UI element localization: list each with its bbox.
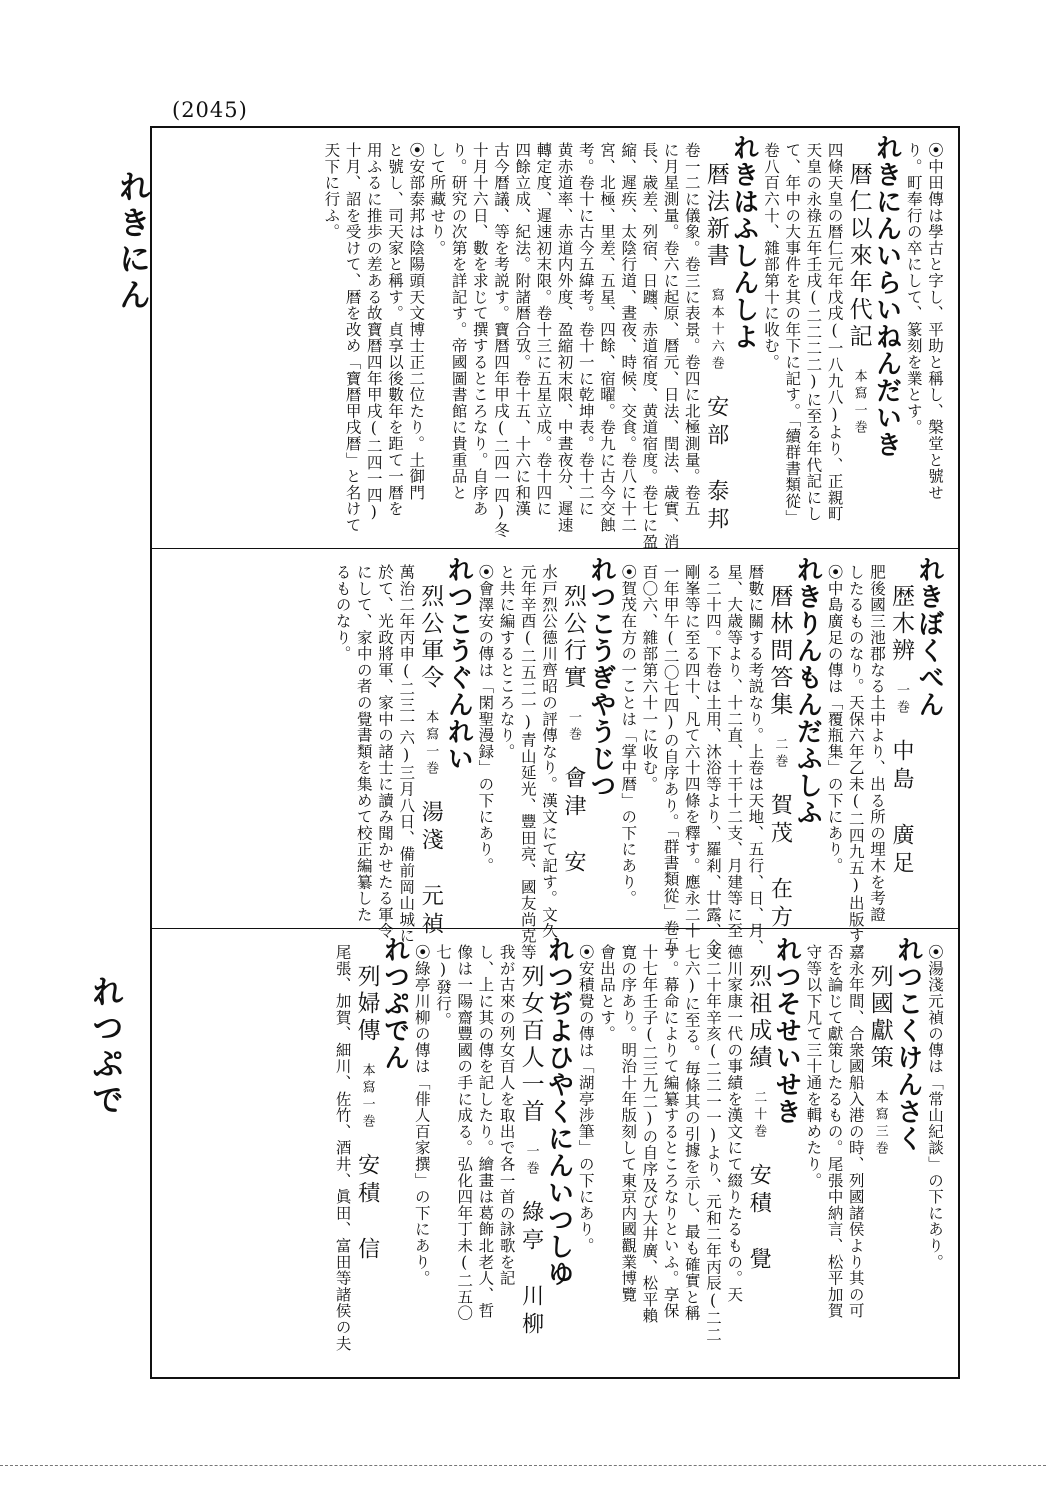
entry-reading: れきりんもんだふしふ: [792, 556, 823, 826]
entry-title-text: 烈公行實: [560, 584, 586, 692]
entry-title-text: 暦林問答集: [766, 584, 793, 719]
entry-volume-info: 本寫一巻: [359, 1063, 375, 1131]
entry-text-column: 天下に行ふ。: [322, 142, 341, 240]
entry-text-column: す。幕命によりて編纂するところなりといふ。享保: [661, 944, 680, 1319]
entry-title-text: 烈祖成績: [745, 964, 772, 1072]
entry-text-column: 寛の序あり。明治十年版刻して東京内國觀業博覽: [619, 944, 638, 1303]
entry-text-column: 卷一二に儀象。卷三に表景。卷四に北極測量。卷五: [682, 142, 701, 517]
section-middle: [152, 550, 958, 961]
entry-author: 賀茂 在方: [767, 793, 793, 933]
entry-text-column: 十月十六日、數を求じて撰するところなり。自序あ: [470, 142, 489, 517]
entry-text-column: 百〇六、雜部第六十一に收む。: [640, 564, 659, 793]
section-upper: [152, 128, 958, 548]
entry-text-column: 一年甲午(二〇七四)の自序あり。「群書類從」卷五: [661, 564, 680, 953]
entry-text-column: 考。卷十に古今五緯考。卷十一に乾坤表。卷十二に: [576, 142, 595, 517]
entry-text-column: して所藏せり。: [428, 142, 447, 257]
entry-text-column: 七六)に至る。毎條其の引據を示し、最も確實と稱: [682, 944, 701, 1322]
entry-volume-info: 本寫一巻: [851, 369, 867, 437]
entry-text-column: 肥後國三池郡なる土中より、出る所の埋木を考證: [867, 564, 886, 923]
entry-title: [863, 964, 891, 1158]
entry-text-column: 古今暦議、等を考説す。寶暦四年甲戌(二四一四)冬: [491, 142, 510, 539]
entry-reading: れきにんいらいねんだいき: [871, 134, 902, 458]
entry-reading: れつぷでん: [379, 936, 410, 1071]
entry-text-column: 水戸烈公德川齊昭の評傳なり。漢文にて記す。文久: [539, 564, 558, 939]
entry-text-column: と號し、司天家と稱す。貞享以後數年を距て一暦を: [385, 142, 404, 517]
entry-text-column: 嘉永年間、合衆國船入港の時、列國諸侯より其の可: [846, 944, 865, 1319]
entry-title-text: 列國獻策: [866, 964, 893, 1072]
entry-text-column: 用ふるに推歩の差ある故寶暦四年甲戌(二四一四): [364, 142, 383, 522]
entry-title-text: 暦仁以來年代記: [845, 162, 872, 351]
entry-text-column: り。研究の次第を詳記す。帝國圖書館に貴重品と: [449, 142, 468, 501]
entry-title-text: 烈公軍令: [417, 584, 444, 692]
dictionary-page-frame: [150, 126, 960, 1379]
entry-text-column: 否を論じて獻策したるもの。尾張中納言、松平加賀: [825, 944, 844, 1319]
entry-text-column: 宮、北極、里差、五星、四餘、宿曜。卷九に古今交蝕: [597, 142, 616, 534]
entry-title: [699, 162, 727, 535]
entry-author: 安部 泰邦: [703, 395, 729, 535]
entry-text-column: り。町奉行の卒にして、篆刻を業とす。: [904, 142, 923, 436]
entry-title: [741, 964, 772, 1275]
entry-text-column: 四條天皇の暦仁元年戊戌(一八九八)より、正親町: [825, 142, 844, 522]
entry-text-column: るものなり。: [333, 564, 352, 662]
entry-author: 會津 安: [561, 766, 586, 878]
entry-text-column: ⦿湯淺元禎の傳は「常山紀談」の下にあり。: [925, 944, 944, 1270]
entry-reading: れつこうぎやうじつ: [586, 556, 616, 799]
entry-title-text: 列女百人一首: [517, 964, 544, 1126]
entry-text-column: ⦿安部泰邦は陰陽頭天文博士正二位たり。土御門: [407, 142, 426, 501]
entry-text-column: に月星測量。卷六に起原、暦元、日法、閏法、歳實、消: [661, 142, 680, 550]
entry-title: [556, 584, 584, 878]
entry-text-column: 天皇の永祿五年壬戌(二二二二)に至る年代記にし: [804, 142, 823, 522]
index-heading-retsupude: れつぷで: [87, 975, 125, 1119]
section-lower: [152, 930, 958, 1377]
index-heading-rekinin: れきにん: [114, 170, 152, 314]
entry-author: 安積 覺: [746, 1163, 772, 1275]
entry-reading: れつぢよひやくにんいつしゆ: [543, 936, 574, 1287]
entry-reading: れつこうぐんれい: [443, 556, 474, 772]
entry-text-column: 文二十年辛亥(二二一一)より、元和二年丙辰(二二: [703, 944, 722, 1343]
entry-text-column: 會出品とす。: [597, 944, 616, 1042]
entry-text-column: 四餘立成、紀法。附諸暦合攷。卷十五、十六に和漢: [513, 142, 532, 517]
entry-title: [350, 964, 378, 1265]
entry-reading: れきぼくべん: [914, 556, 944, 718]
entry-volume-info: 一巻: [523, 1144, 539, 1178]
page-number: (2045): [172, 98, 248, 122]
entry-volume-info: 一巻: [566, 710, 581, 744]
entry-text-column: 卷八百六十、雜部第十に收む。: [761, 142, 780, 371]
entry-title: [842, 162, 870, 437]
entry-text-column: ⦿賀茂在方の一ことは「掌中暦」の下にあり。: [619, 564, 638, 907]
entry-text-column: 守等以下凡て三十通を輯めたり。: [804, 944, 823, 1189]
entry-text-column: 剛峯等に至る四十、凡て六十四條を釋す。應永二十: [682, 564, 701, 939]
entry-title-text: 歴木辨: [888, 584, 914, 665]
entry-text-column: 七)發行。: [433, 944, 452, 1028]
entry-volume-info: 二巻: [772, 737, 788, 771]
section-divider: [152, 548, 958, 549]
entry-title-text: 列婦傳: [353, 964, 380, 1045]
footer-rule: [0, 1465, 1046, 1466]
entry-text-column: ⦿中島廣足の傳は「覆瓶集」の下にあり。: [825, 564, 844, 874]
entry-title-text: 暦法新書: [702, 162, 729, 270]
entry-title: [762, 584, 793, 933]
entry-text-column: 元年辛酉(二五二一)青山延光、豐田亮、國友尚克等: [518, 564, 537, 961]
entry-text-column: 尾張、加賀、細川、佐竹、酒井、眞田、富田等諸侯の夫: [333, 944, 352, 1352]
entry-text-column: ⦿綠亭川柳の傳は「俳人百家撰」の下にあり。: [412, 944, 431, 1287]
entry-author: 湯淺 元禎: [418, 800, 444, 940]
entry-text-column: て、年中の大事件を其の年下に記す。「續群書類從」: [783, 142, 802, 526]
entry-text-column: 星、大歳等より、十二直、十干十二支、月建等に至: [725, 564, 744, 939]
entry-text-column: と共に編するところなり。: [497, 564, 516, 760]
entry-reading: れつそせいせき: [771, 936, 802, 1125]
entry-text-column: ⦿中田傳は學古と字し、平助と稱し、槃堂と號せ: [925, 142, 944, 501]
entry-text-column: る二十四。下卷は土用、沐浴等より、羅剎、廿露、金: [703, 564, 722, 956]
entry-text-column: 縮、遲疾、太陰行道、晝夜、時候、交食。卷八に十二: [619, 142, 638, 534]
entry-text-column: 像は一陽齋豐國の手に成る。弘化四年丁未(二五〇: [455, 944, 474, 1322]
entry-volume-info: 本寫一巻: [423, 710, 439, 778]
entry-title: [413, 584, 444, 940]
entry-volume-info: 寫本十六巻: [708, 288, 724, 373]
entry-text-column: し、上に其の傳を記したり。繪畫は葛飾北老人、哲: [476, 944, 495, 1319]
entry-text-column: 暦數に關する考説なり。上卷は天地、五行、日、月、: [746, 564, 765, 956]
entry-text-column: 德川家康一代の事績を漢文にて綴りたるもの。天: [725, 944, 744, 1303]
entry-volume-info: 一巻: [894, 683, 909, 717]
entry-text-column: ⦿安積覺の傳は「湖亭涉筆」の下にあり。: [576, 944, 595, 1254]
entry-text-column: 十七年壬子(二三九二)の自序及び大井廣、松平賴: [640, 944, 659, 1324]
entry-volume-info: 本寫三巻: [872, 1090, 888, 1158]
entry-text-column: したるものなり。天保六年乙未(二四九五)出版す。: [846, 564, 865, 961]
entry-reading: れつこくけんさく: [892, 936, 923, 1152]
entry-text-column: 我が古來の列女百人を取出で各一首の詠歌を記: [497, 944, 516, 1287]
entry-text-column: 十月、詔を受けて、暦を改め「寶暦甲戌暦」と名けて: [343, 142, 362, 534]
entry-text-column: 萬治二年丙申(二三一六)三月八日、備前岡山城に: [397, 564, 416, 944]
entry-reading: れきはふしんしよ: [728, 134, 759, 350]
entry-volume-info: 二十巻: [751, 1090, 767, 1141]
entry-text-column: 轉定度、遲速初末限。卷十三に五星立成。卷十四に: [534, 142, 553, 517]
entry-text-column: にして、家中の者の覺書類を集めて校正編纂した: [354, 564, 373, 923]
entry-title: [514, 964, 542, 1340]
entry-text-column: 於て、光政將軍、家中の諸士に讀み聞かせたる軍令: [375, 564, 394, 939]
entry-text-column: 黄赤道率、赤道内外度、盈縮初末限、中晝夜分、遲速: [555, 142, 574, 534]
section-divider: [152, 928, 958, 929]
entry-author: 安積 信: [354, 1153, 380, 1265]
entry-author: 綠亭 川柳: [518, 1200, 544, 1340]
entry-title: [884, 584, 912, 879]
entry-author: 中島 廣足: [889, 739, 914, 879]
entry-text-column: 長、歳差、列宿、日躔、赤道宿度、黄道宿度。卷七に盈: [640, 142, 659, 550]
entry-text-column: ⦿會澤安の傳は「閑聖漫録」の下にあり。: [476, 564, 495, 874]
